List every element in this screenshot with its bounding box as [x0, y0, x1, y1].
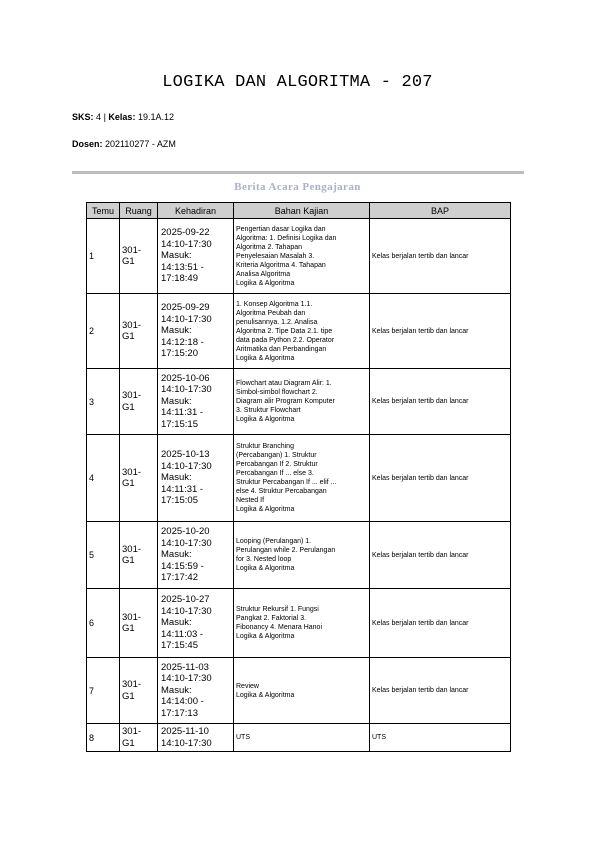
cell-bahan-kajian-line: Algoritma Peubah dan — [236, 309, 306, 317]
cell-bahan-kajian-line: 1. Konsep Algoritma 1.1. — [236, 300, 313, 308]
sks-value: 4 — [96, 112, 102, 122]
section-title: Berita Acara Pengajaran — [234, 181, 361, 193]
cell-kehadiran-line: 17:15:05 — [161, 495, 198, 507]
cell-ruang-line: G1 — [122, 623, 135, 634]
cell-bahan-kajian-line: Nested If — [236, 497, 265, 504]
cell-ruang-line: G1 — [122, 737, 135, 749]
cell-temu: 8 — [87, 724, 120, 752]
cell-kehadiran — [158, 219, 234, 294]
cell-kehadiran — [158, 589, 234, 658]
cell-bahan-kajian-line: Penyelesaian Masalah 3. — [236, 252, 315, 260]
cell-kehadiran-line: 17:17:42 — [161, 572, 198, 584]
cell-ruang-line: G1 — [122, 331, 135, 342]
table-body — [87, 219, 511, 752]
cell-kehadiran — [158, 435, 234, 522]
cell-bap: Kelas berjalan tertib dan lancar — [370, 522, 511, 589]
kelas-value: 19.1A.12 — [137, 112, 174, 122]
header-kehadiran: Kehadiran — [158, 203, 234, 219]
header-temu: Temu — [87, 203, 120, 219]
cell-temu: 6 — [87, 589, 120, 658]
cell-kehadiran-line: Masuk: — [161, 395, 192, 407]
cell-kehadiran — [158, 294, 234, 369]
cell-bahan-kajian-line: Looping (Perulangan) 1. — [236, 538, 312, 545]
cell-ruang — [120, 589, 158, 658]
cell-ruang-line: 301- — [122, 390, 142, 401]
cell-kehadiran-line: 2025-10-27 — [161, 594, 210, 606]
cell-temu: 5 — [87, 522, 120, 589]
cell-ruang-line: 301- — [122, 726, 142, 737]
cell-bahan-kajian-line: Struktur Rekursif 1. Fungsi — [236, 606, 319, 613]
lecturer-info-line: Dosen: 202110277 - AZM — [72, 139, 176, 149]
cell-bahan-kajian-line: for 3. Nested loop — [236, 556, 292, 563]
cell-bap: UTS — [370, 724, 511, 752]
cell-bahan-kajian-line: Struktur Branching — [236, 443, 294, 450]
cell-ruang-line: 301- — [122, 466, 142, 478]
cell-kehadiran-line: 14:10-17:30 — [161, 537, 212, 549]
header-ruang: Ruang — [120, 203, 158, 219]
cell-ruang — [120, 435, 158, 522]
cell-kehadiran — [158, 369, 234, 435]
cell-bap: Kelas berjalan tertib dan lancar — [370, 435, 511, 522]
cell-ruang — [120, 658, 158, 724]
cell-bahan-kajian-line: else 4. Struktur Percabangan — [236, 488, 327, 495]
cell-kehadiran-line: 2025-10-06 — [161, 372, 210, 384]
cell-bahan-kajian-line: Logika & Algoritma — [236, 691, 295, 699]
cell-kehadiran — [158, 724, 234, 752]
table-row — [87, 658, 511, 724]
cell-bahan-kajian-line: Percabangan If ... else 3. — [236, 470, 314, 477]
cell-temu: 3 — [87, 369, 120, 435]
table-header-row — [87, 203, 511, 219]
cell-bahan-kajian-line: Logika & Algoritma — [236, 354, 295, 362]
kelas-label: Kelas — [108, 112, 133, 122]
cell-bahan-kajian-line: Algoritma 2. Tahapan — [236, 243, 303, 251]
cell-bahan-kajian — [234, 522, 370, 589]
cell-kehadiran-line: 17:15:15 — [161, 418, 198, 430]
dosen-value: 202110277 - AZM — [105, 139, 176, 149]
cell-bap: Kelas berjalan tertib dan lancar — [370, 294, 511, 369]
cell-bahan-kajian-line: Diagram alir Program Komputer — [236, 398, 335, 405]
cell-ruang — [120, 369, 158, 435]
header-bap: BAP — [370, 203, 511, 219]
cell-ruang-line: 301- — [122, 319, 142, 331]
cell-bahan-kajian-line: Fibonancy 4. Menara Hanoi — [236, 624, 322, 631]
cell-ruang-line: G1 — [122, 478, 135, 489]
cell-bahan-kajian-line: Algoritma 2. Tipe Data 2.1. tipe — [236, 327, 333, 335]
cell-bahan-kajian-line: Logika & Algoritma — [236, 279, 295, 287]
cell-ruang-line: 301- — [122, 543, 142, 555]
cell-bahan-kajian-line: Pengertian dasar Logika dan — [236, 225, 326, 233]
cell-bahan-kajian-line: data pada Python 2.2. Operator — [236, 336, 335, 344]
cell-bahan-kajian — [234, 724, 370, 752]
cell-kehadiran-line: 14:10-17:30 — [161, 313, 212, 325]
cell-bahan-kajian-line: 3. Struktur Flowchart — [236, 407, 301, 414]
cell-ruang-line: G1 — [122, 401, 135, 413]
cell-bap: Kelas berjalan tertib dan lancar — [370, 589, 511, 658]
cell-temu: 1 — [87, 219, 120, 294]
cell-bahan-kajian-line: Perulangan while 2. Perulangan — [236, 547, 336, 554]
cell-bahan-kajian — [234, 435, 370, 522]
cell-kehadiran-line: 14:10-17:30 — [161, 460, 212, 472]
cell-temu: 4 — [87, 435, 120, 522]
cell-bahan-kajian-line: Struktur Percabangan If ... elif ... — [236, 479, 337, 486]
cell-kehadiran — [158, 522, 234, 589]
cell-ruang-line: 301- — [122, 244, 142, 256]
cell-kehadiran-line: 14:11:31 - — [161, 407, 204, 419]
course-info-line: SKS: 4 | Kelas: 19.1A.12 — [72, 112, 174, 122]
cell-ruang — [120, 522, 158, 589]
cell-bahan-kajian-line: Analisa Algoritma — [236, 270, 291, 278]
table-row — [87, 219, 511, 294]
cell-bahan-kajian-line: Kriteria Algoritma 4. Tahapan — [236, 261, 326, 269]
cell-bahan-kajian — [234, 658, 370, 724]
section-divider — [72, 171, 524, 174]
cell-kehadiran-line: Masuk: — [161, 549, 192, 561]
cell-bahan-kajian-line: Pangkat 2. Faktorial 3. — [236, 615, 307, 622]
table-row — [87, 294, 511, 369]
cell-kehadiran — [158, 658, 234, 724]
cell-bahan-kajian-line: UTS — [236, 734, 250, 741]
cell-kehadiran-line: 14:13:51 - — [161, 261, 204, 273]
cell-bahan-kajian-line: Percabangan If 2. Struktur — [236, 461, 318, 468]
cell-ruang-line: G1 — [122, 555, 135, 566]
table-row — [87, 435, 511, 522]
cell-ruang-line: G1 — [122, 256, 135, 267]
cell-kehadiran-line: 2025-09-22 — [161, 227, 210, 239]
cell-kehadiran-line: Masuk: — [161, 325, 192, 337]
cell-bahan-kajian-line: Algoritma: 1. Definisi Logika dan — [236, 234, 337, 242]
cell-bahan-kajian-line: Logika & Algoritma — [236, 565, 295, 572]
cell-bahan-kajian-line: (Percabangan) 1. Struktur — [236, 452, 317, 459]
header-bahan-kajian: Bahan Kajian — [234, 203, 370, 219]
sks-label: SKS — [72, 112, 91, 122]
cell-kehadiran-line: 14:12:18 - — [161, 336, 204, 348]
cell-kehadiran-line: 14:10-17:30 — [161, 737, 212, 749]
cell-bahan-kajian-line: penulisannya. 1.2. Analisa — [236, 318, 318, 326]
cell-bahan-kajian — [234, 294, 370, 369]
cell-kehadiran-line: Masuk: — [161, 250, 192, 262]
cell-bahan-kajian-line: Review — [236, 682, 259, 690]
cell-kehadiran-line: 14:14:00 - — [161, 696, 204, 708]
cell-ruang — [120, 724, 158, 752]
cell-kehadiran-line: 14:15:59 - — [161, 560, 204, 572]
cell-kehadiran-line: 14:10-17:30 — [161, 384, 212, 396]
cell-bahan-kajian-line: Aritmatika dan Perbandingan — [236, 345, 327, 353]
cell-kehadiran-line: 2025-09-29 — [161, 302, 210, 314]
cell-bahan-kajian-line: Logika & Algoritma — [236, 506, 295, 513]
cell-ruang-line: G1 — [122, 690, 135, 702]
table-row — [87, 522, 511, 589]
cell-bap: Kelas berjalan tertib dan lancar — [370, 658, 511, 724]
cell-bahan-kajian-line: Logika & Algoritma — [236, 633, 295, 640]
cell-kehadiran-line: Masuk: — [161, 472, 192, 484]
cell-temu: 7 — [87, 658, 120, 724]
cell-bahan-kajian-line: Logika & Algoritma — [236, 416, 295, 423]
cell-bahan-kajian — [234, 219, 370, 294]
table-row — [87, 589, 511, 658]
cell-kehadiran-line: 2025-11-03 — [161, 661, 209, 673]
cell-bahan-kajian-line: Flowchart atau Diagram Alir: 1. — [236, 380, 332, 387]
cell-ruang-line: 301- — [122, 679, 142, 690]
cell-kehadiran-line: 17:17:13 — [161, 707, 198, 719]
cell-kehadiran-line: 14:11:03 - — [161, 628, 204, 640]
cell-ruang — [120, 294, 158, 369]
cell-ruang — [120, 219, 158, 294]
cell-kehadiran-line: 17:15:45 — [161, 640, 198, 652]
teaching-report-table — [86, 202, 511, 752]
cell-kehadiran-line: 14:10-17:30 — [161, 238, 212, 250]
dosen-label: Dosen — [72, 139, 100, 149]
cell-kehadiran-line: 14:11:31 - — [161, 483, 204, 495]
cell-bahan-kajian — [234, 589, 370, 658]
cell-kehadiran-line: 14:10-17:30 — [161, 673, 212, 685]
cell-bahan-kajian — [234, 369, 370, 435]
cell-temu: 2 — [87, 294, 120, 369]
page-title: LOGIKA DAN ALGORITMA - 207 — [162, 73, 433, 92]
cell-kehadiran-line: 2025-10-20 — [161, 526, 210, 538]
cell-kehadiran-line: Masuk: — [161, 684, 192, 696]
cell-bap: Kelas berjalan tertib dan lancar — [370, 219, 511, 294]
cell-kehadiran-line: 2025-11-10 — [161, 726, 209, 737]
cell-kehadiran-line: 17:18:49 — [161, 273, 198, 285]
cell-bahan-kajian-line: Simbol-simbol flowchart 2. — [236, 389, 318, 396]
cell-ruang-line: 301- — [122, 611, 142, 623]
cell-kehadiran-line: Masuk: — [161, 617, 192, 629]
table-row — [87, 724, 511, 752]
info-separator: | — [103, 112, 106, 122]
cell-kehadiran-line: 2025-10-13 — [161, 449, 210, 461]
table-row — [87, 369, 511, 435]
cell-kehadiran-line: 17:15:20 — [161, 348, 198, 360]
cell-bap: Kelas berjalan tertib dan lancar — [370, 369, 511, 435]
cell-kehadiran-line: 14:10-17:30 — [161, 605, 212, 617]
